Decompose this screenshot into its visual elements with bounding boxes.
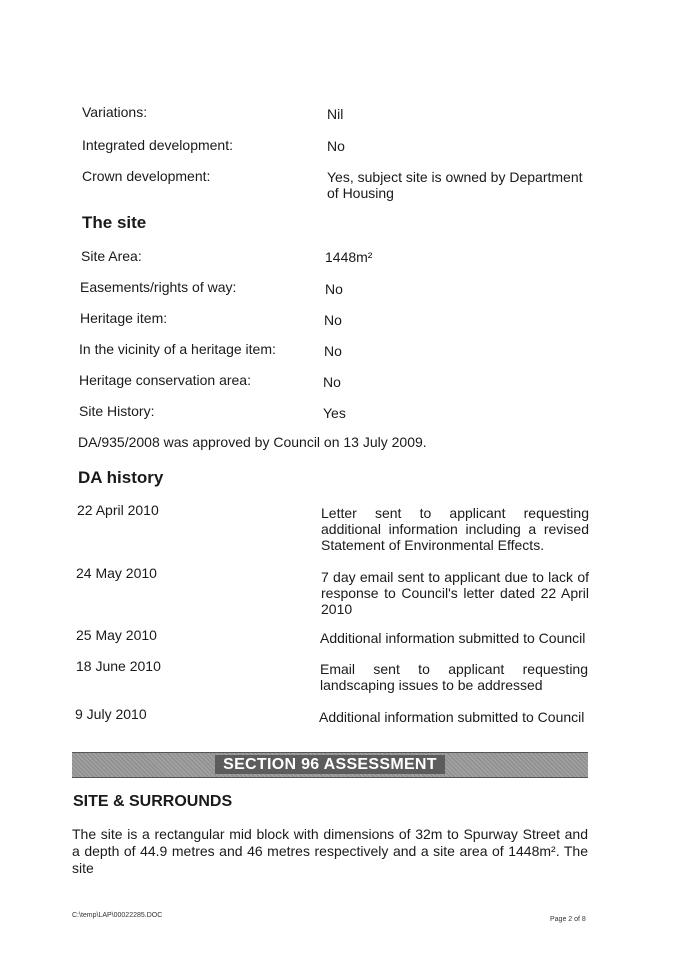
heritage-vicinity-value: No bbox=[324, 343, 342, 359]
da-history-date: 22 April 2010 bbox=[77, 502, 159, 518]
site-surrounds-heading: SITE & SURROUNDS bbox=[73, 793, 233, 810]
heritage-item-value: No bbox=[324, 312, 342, 328]
site-history-value: Yes bbox=[323, 405, 346, 421]
heritage-conservation-value: No bbox=[323, 374, 341, 390]
da-history-entry: Email sent to applicant requesting landscaping issues to be addressed bbox=[320, 661, 588, 693]
crown-development-value: Yes, subject site is owned by Department of Housing bbox=[327, 169, 583, 201]
da-history-heading: DA history bbox=[78, 468, 164, 487]
footer-page-number: Page 2 of 8 bbox=[550, 916, 586, 923]
da-history-entry: Additional information submitted to Council bbox=[320, 630, 586, 646]
section-96-title: SECTION 96 ASSESSMENT bbox=[215, 755, 445, 774]
site-area-label: Site Area: bbox=[81, 248, 142, 264]
heritage-conservation-label: Heritage conservation area: bbox=[79, 372, 251, 388]
site-area-value: 1448m² bbox=[325, 249, 373, 265]
da-history-date: 25 May 2010 bbox=[76, 627, 157, 643]
da-history-entry: Additional information submitted to Council bbox=[319, 709, 585, 725]
da-history-entry: Letter sent to applicant requesting additional information including a revised Statement of Environmental Effects. bbox=[321, 505, 589, 553]
da-history-date: 18 June 2010 bbox=[76, 658, 161, 674]
section-96-banner bbox=[72, 752, 588, 778]
integrated-development-value: No bbox=[327, 138, 345, 154]
footer-file-path: C:\temp\LAP\00022285.DOC bbox=[72, 912, 163, 919]
easements-value: No bbox=[325, 281, 343, 297]
heritage-vicinity-label: In the vicinity of a heritage item: bbox=[79, 341, 276, 357]
variations-label: Variations: bbox=[82, 104, 148, 120]
the-site-heading: The site bbox=[82, 213, 147, 232]
variations-value: Nil bbox=[327, 106, 344, 122]
crown-development-label: Crown development: bbox=[82, 168, 211, 184]
site-history-note: DA/935/2008 was approved by Council on 13 July 2009. bbox=[78, 434, 427, 450]
da-history-date: 9 July 2010 bbox=[75, 706, 147, 722]
site-surrounds-paragraph: The site is a rectangular mid block with dimensions of 32m to Spurway Street and a depth of 44.9 metres and 46 metres respectively and a site area of 1448m². The site bbox=[72, 826, 588, 876]
integrated-development-label: Integrated development: bbox=[82, 137, 233, 153]
site-history-label: Site History: bbox=[79, 403, 155, 419]
heritage-item-label: Heritage item: bbox=[80, 310, 168, 326]
da-history-date: 24 May 2010 bbox=[76, 565, 157, 581]
easements-label: Easements/rights of way: bbox=[80, 279, 237, 295]
da-history-entry: 7 day email sent to applicant due to lack of response to Council's letter dated 22 April 2010 bbox=[321, 569, 589, 617]
